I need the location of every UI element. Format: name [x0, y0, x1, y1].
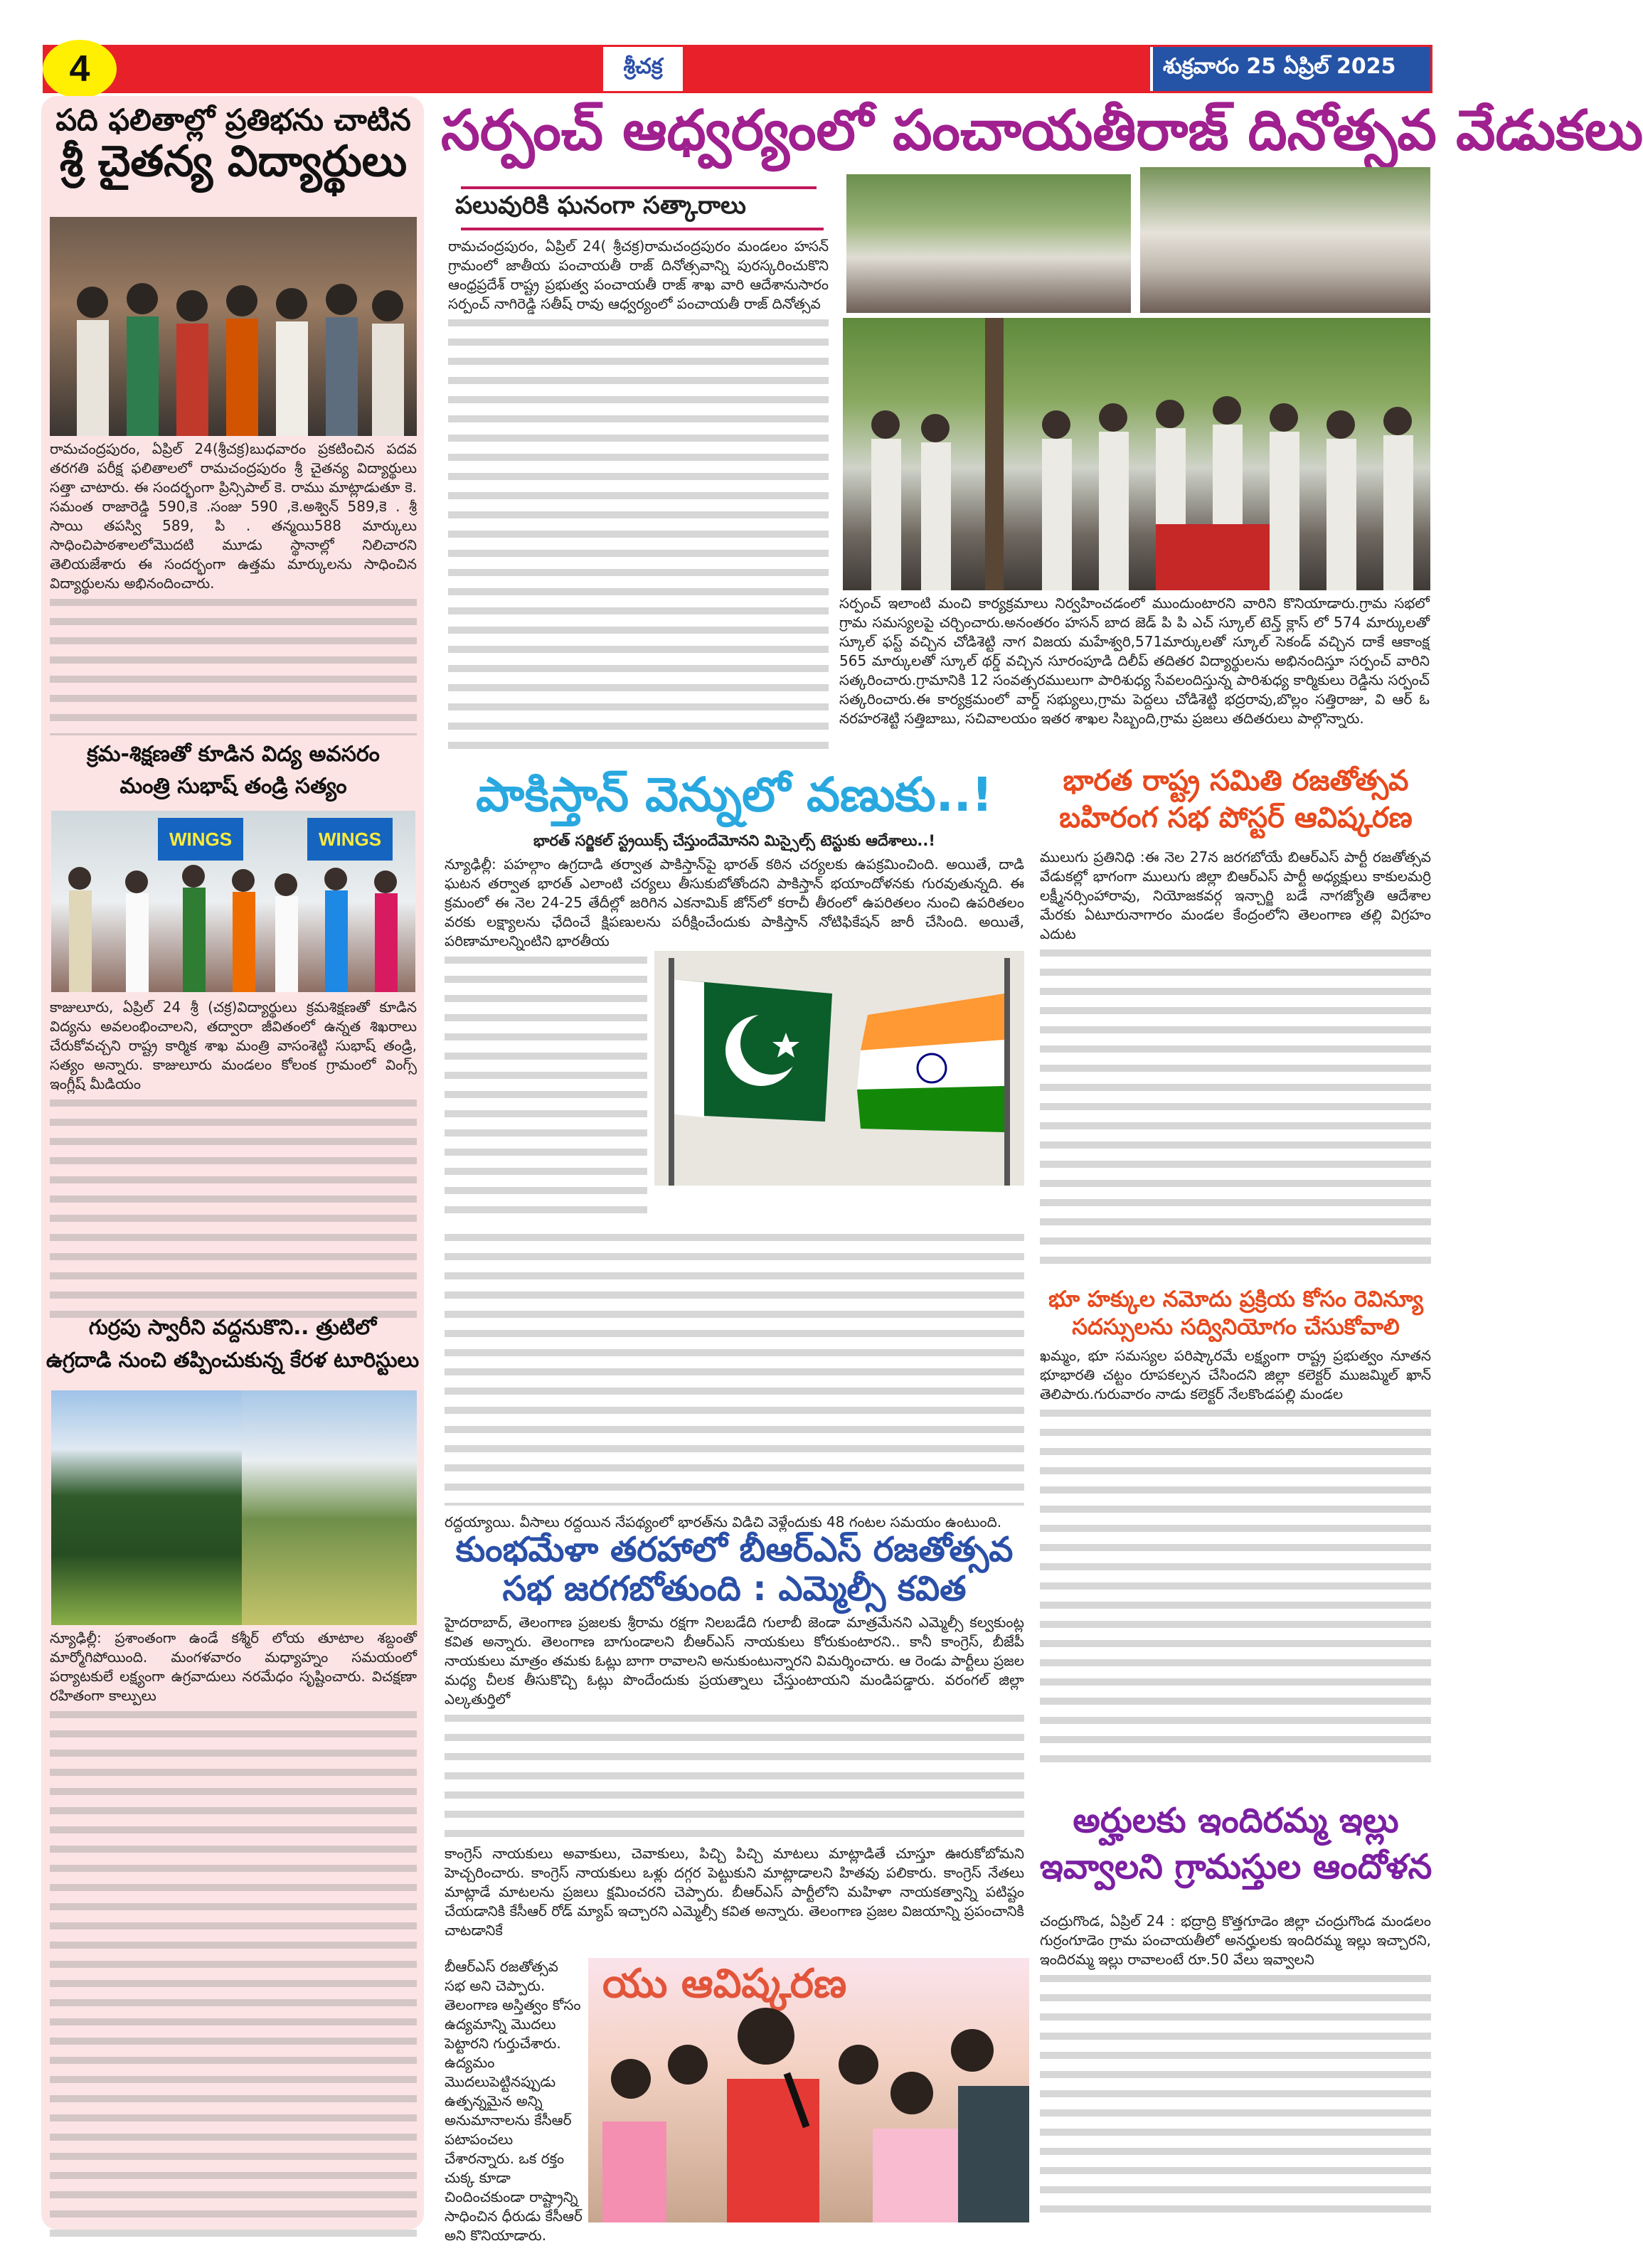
- left-story2-headline: [48, 738, 418, 802]
- right-story1-headline: [1038, 762, 1433, 836]
- article-text: న్యూఢిల్లీ: ప్రశాంతంగా ఉండే కశ్మీర్ లోయ తూటాల శబ్దంతో మార్మోగిపోయింది. మంగళవారం మధ్యాహ్నం సమయంలో పర్యాటకులే లక్ష్యంగా ఉగ్రవాదులు నరమేధం సృష్టించారు. విచక్షణా రహితంగా కాల్పులు: [50, 1629, 417, 1704]
- students-group-photo: [50, 217, 417, 436]
- right-story1-body: [1040, 848, 1431, 1278]
- photo-people-illustration: [50, 217, 417, 436]
- panchayat-event-photo-2: [1140, 167, 1430, 313]
- headline-line: సదస్సులను సద్వినియోగం చేసుకోవాలి: [1072, 1314, 1400, 1340]
- subhead-rule-top: [461, 186, 817, 189]
- headline-line: ఇవ్వాలని గ్రామస్తుల ఆందోళన: [1039, 1846, 1432, 1887]
- headline-line: భారత రాష్ట్ర సమితి రజతోత్సవ: [1063, 765, 1409, 797]
- pakistan-headline: పాకిస్తాన్ వెన్నులో వణుకు..!: [476, 767, 993, 822]
- text-continuation: [1040, 1404, 1431, 1774]
- headline-line: అర్హులకు ఇందిరమ్మ ఇల్లు: [1073, 1801, 1399, 1841]
- text-continuation: [1040, 1969, 1431, 2218]
- subhead-rule-bottom: [461, 228, 824, 230]
- school-event-photo: [51, 811, 415, 992]
- headline-line: సభ జరగబోతుంది : ఎమ్మెల్సీ కవిత: [502, 1569, 967, 1609]
- headline-line: క్రమ-శిక్షణతో కూడిన విద్య అవసరం: [87, 742, 380, 767]
- article-text: ములుగు ప్రతినిధి :ఈ నెల 27న జరగబోయే బిఆర్ఎస్ పార్టీ రజతోత్సవ వేడుకల్లో భాగంగా ములుగు జిల్లా బిఆర్ఎస్ పార్టీ అధ్యక్షులు కాకులమర్రి లక్ష్మీనర్సింహారావు, నియోజకవర్గ ఇన్చార్జి బడే నాగజ్యోతి ఆదేశాల మేరకు ఏటూరునాగారం మండల కేంద్రంలోని తెలంగాణ తల్లి విగ్రహం ఎదుట: [1040, 848, 1431, 942]
- left-story3-body: [50, 1629, 417, 2226]
- article-text-end: రద్దయ్యాయి. వీసాలు రద్దయిన నేపథ్యంలో భారత్‌ను విడిచి వెళ్లేందుకు 48 గంటల సమయం ఉంటుంది.: [445, 1513, 1002, 1530]
- text-continuation: [1040, 944, 1431, 1271]
- photo-people-illustration: [51, 811, 415, 992]
- kavitha-headline: [445, 1530, 1024, 1609]
- right-story3-body: [1040, 1912, 1431, 2228]
- lead-subheadline: పలువురికి ఘనంగా సత్కారాలు: [455, 191, 746, 220]
- article-text: హైదరాబాద్, తెలంగాణ ప్రజలకు శ్రీరామ రక్షగా నిలబడేది గులాబీ జెండా మాత్రమేనని ఎమ్మెల్సీ కల్వకుంట్ల కవిత అన్నారు. తెలంగాణ బాగుండాలని బీఆర్ఎస్ నాయకులు కోరుకుంటారని.. కానీ కాంగ్రెస్, బీజేపీ నాయకులు మాత్రం తమకు ఓట్లు బాగా రావాలని అనుకుంటున్నారని విమర్శించారు. ఆ రెండు పార్టీలు ప్రజల మధ్య చీలక తీసుకొచ్చి ఓట్లు పొందేందుకు ప్రయత్నాలు చేస్తుంటాయని మండిపడ్డారు. వరంగల్ జిల్లా ఎల్కతుర్తిలో: [445, 1614, 1024, 1708]
- text-continuation: [445, 1228, 1024, 1506]
- text-continuation: [50, 1705, 417, 2246]
- kashmir-meadow-photo: [242, 1390, 417, 1625]
- lead-body: [448, 237, 829, 756]
- article-text: రామచంద్రపురం, ఏప్రిల్ 24( శ్రీచక్ర)రామచంద్రపురం మండలం హసన్ గ్రామంలో జాతీయ పంచాయతీ రాజ్ దినోత్సవాన్ని పురస్కరించుకొని ఆంధ్రప్రదేశ్ రాష్ట్ర ప్రభుత్వ పంచాయతీ రాజ్ శాఖ వారి ఆదేశానుసారం సర్పంచ్ నాగిరెడ్డి సతీష్ రావు ఆధ్వర్యంలో పంచాయతీ రాజ్ దినోత్సవ: [448, 238, 829, 312]
- left-story2-body: [50, 998, 417, 1304]
- right-story2-body: [1040, 1346, 1431, 1791]
- kavitha-speech-photo: [588, 1958, 1029, 2222]
- right-story2-headline: [1038, 1286, 1433, 1341]
- kashmir-forest-photo: [51, 1390, 242, 1625]
- text-continuation: [50, 1094, 417, 1321]
- left-story3-headline: [44, 1311, 421, 1377]
- text-continuation-wrap: [445, 951, 1024, 1513]
- panchayat-event-photo-1: [846, 174, 1131, 313]
- kavitha-body: [445, 1613, 1024, 1954]
- article-text: రామచంద్రపురం, ఏప్రిల్ 24(శ్రీచక్ర)బుధవారం ప్రకటించిన పదవ తరగతి పరీక్ష ఫలితాలలో రామచంద్రపురం శ్రీ చైతన్య విద్యార్థులు సత్తా చాటారు. ఈ సందర్భంగా ప్రిన్సిపాల్ కె. రాము మాట్లాడుతూ కె. సమంత రాజారెడ్డి 590,కె .సంజు 590 ,కె.అశ్విన్ 589,కె . శ్రీ సాయి తపస్వి 589, పి . తన్మయి588 మార్కులు సాధించిపాఠశాలలోమొదటి మూడు స్థానాల్లో నిలిచారని తెలియజేశారు ఈ సందర్భంగా ఉత్తమ మార్కులను సాధించిన విద్యార్థులను అభినందించారు.: [50, 440, 417, 592]
- text-continuation: [445, 1709, 1024, 1844]
- lead-headline: సర్పంచ్ ఆధ్వర్యంలో పంచాయతీరాజ్ దినోత్సవ వేడుకలు: [441, 99, 1643, 163]
- article-text: న్యూఢిల్లీ: పహల్గాం ఉగ్రదాడి తర్వాత పాకిస్తాన్‌పై భారత్ కఠిన చర్యలకు ఉపక్రమించింది. అయితే, దాడి ఘటన తర్వాత భారత్ ఎలాంటి చర్యలు తీసుకుబోతోందని పాకిస్తాన్ భయాందోళనకు గురవుతున్నది. ఈ క్రమంలో ఈ నెల 24-25 తేదీల్లో జరిగిన ఎకనామిక్ జోన్‌లో కరాచీ తీరంలో ఉపరితలం నుంచి ఉపరితలం వరకు లక్ష్యాలను ఛేదించే క్షిపణులను పరీక్షించేందుకు పాకిస్తాన్ నోటిఫికేషన్ జారీ చేసింది. అయితే, పరిణామాలన్నింటిని భారతీయ: [445, 856, 1024, 949]
- india-pakistan-flags-photo: [654, 951, 1024, 1186]
- wings-banner: WINGS: [158, 818, 243, 861]
- headline-line: కుంభమేళా తరహాలో బీఆర్ఎస్ రజతోత్సవ: [455, 1530, 1014, 1570]
- page-number: 4: [43, 40, 117, 98]
- right-story3-headline: [1038, 1798, 1433, 1890]
- issue-date: శుక్రవారం 25 ఏప్రిల్ 2025: [1150, 47, 1430, 91]
- article-text: చంద్రుగొండ, ఏప్రిల్ 24 : భద్రాద్రి కొత్తగూడెం జిల్లా చంద్రుగొండ మండలం గుర్రంగూడెం గ్రామ పంచాయతీలో అనర్హులకు ఇందిరమ్మ ఇల్లు ఇచ్చారని, ఇందిరమ్మ ఇల్లు రావాలంటే రూ.50 వేలు ఇవ్వాలని: [1040, 1912, 1431, 1968]
- wings-banner: WINGS: [307, 818, 393, 861]
- pakistan-subheadline: భారత్ సర్జికల్ స్ట్రయిక్స్ చేస్తుందేమోనని మిస్సైల్స్ టెస్టుకు ఆదేశాలు..!: [533, 832, 935, 849]
- text-continuation: [50, 593, 417, 735]
- photo-people-illustration: [843, 318, 1430, 590]
- article-text: కాంగ్రెస్ నాయకులు అవాకులు, చెవాకులు, పిచ్చి పిచ్చి మాటలు మాట్లాడితే చూస్తూ ఊరుకోబోమని హెచ్చరించారు. కాంగ్రెస్ నాయకులు ఒళ్లు దగ్గర పెట్టుకుని మాట్లాడాలని హితవు పలికారు. కాంగ్రెస్ నేతలు మాట్లాడే మాటలను ప్రజలు క్షమించరని చెప్పారు. బీఆర్ఎస్ పార్టీలోని మహిళా నాయకత్వాన్ని పటిష్టం చేయడానికి కేసీఆర్ రోడ్ మ్యాప్ ఇచ్చారని ఎమ్మెల్సీ కవిత అన్నారు. తెలంగాణ ప్రజల విజయాన్ని ప్రపంచానికి చాటడానికే: [445, 1845, 1024, 1939]
- headline-line: మంత్రి సుభాష్ తండ్రి సత్యం: [119, 774, 347, 799]
- pakistan-body: [445, 855, 1024, 1530]
- photo-banner-text: యు ఆవిష్కరణ: [602, 1961, 847, 2007]
- headline-line: ఉగ్రదాడి నుంచి తప్పించుకున్న కేరళ టూరిస్టులు: [46, 1348, 420, 1373]
- article-text: ఖమ్మం, భూ సమస్యల పరిష్కారమే లక్ష్యంగా రాష్ట్ర ప్రభుత్వం నూతన భూభారతి చట్టం రూపకల్పన చేసిందని జిల్లా కలెక్టర్ ముజమ్మిల్ ఖాన్ తెలిపారు.గురువారం నాడు కలెక్టర్ నేలకొండపల్లి మండల: [1040, 1347, 1431, 1402]
- text-continuation: [445, 951, 647, 1221]
- headline-line: పది ఫలితాల్లో ప్రతిభను చాటిన: [55, 102, 411, 137]
- newspaper-logo: శ్రీచక్ర: [603, 47, 683, 91]
- panchayat-event-photo-main: [843, 318, 1430, 590]
- headline-line: గుర్రపు స్వారీని వద్దనుకొని.. త్రుటిలో: [88, 1315, 377, 1339]
- kavitha-body-side: బీఆర్ఎస్ రజతోత్సవ సభ అని చెప్పారు. తెలంగాణ అస్తిత్వం కోసం ఉద్యమాన్ని మొదలు పెట్టారని గుర్తుచేశారు. ఉద్యమం మొదలుపెట్టినప్పుడు ఉత్పన్నమైన అన్ని అనుమానాలను కేసీఆర్ పటాపంచలు చేశారన్నారు. ఒక రక్తం చుక్క కూడా చిందించకుండా రాష్ట్రాన్ని సాధించిన ధీరుడు కేసీఆర్ అని కొనియాడారు.: [445, 1958, 583, 2244]
- headline-line: శ్రీ చైతన్య విద్యార్థులు: [59, 137, 408, 187]
- lead-body-continued: సర్పంచ్ ఇలాంటి మంచి కార్యక్రమాలు నిర్వహించడంలో ముందుంటారని వారిని కొనియాడారు.గ్రామ సభలో గ్రామ సమస్యలపై చర్చించారు.అనంతరం హసన్ బాద జెడ్ పి పి ఎచ్ స్కూల్ టెన్త్ క్లాస్ లో 574 మార్కులతో స్కూల్ ఫస్ట్ వచ్చిన చోడిశెట్టి నాగ విజయ మహేశ్వరి,571మార్కులతో స్కూల్ సెకండ్ వచ్చిన దాకే ఆకాంక్ష 565 మార్కులతో స్కూల్ థర్డ్ వచ్చిన సూరంపూడి దిలీప్ తదితర విద్యార్థులను అభినందిస్తూ సర్పంచ్ వారిని సత్కరించారు.గ్రామానికి 12 సంవత్సరములుగా పారిశుధ్య సేవలందిస్తున్న పారిశుధ్య కార్మికులు రెడ్డిను సర్పంచ్ సత్కరించారు.ఈ కార్యక్రమంలో వార్డ్ సభ్యులు,గ్రామ పెద్దలు చోడిశెట్టి భద్రరావు,బొల్లం సత్తిరాజు, వి ఆర్ ఓ నరహరశెట్టి సత్తిబాబు, సచివాలయం ఇతర శాఖల సిబ్బంది,గ్రామ ప్రజలు తదితరులు పాల్గొన్నారు.: [839, 595, 1430, 727]
- article-text: కాజులూరు, ఏప్రిల్ 24 శ్రీ (చక్ర)విద్యార్థులు క్రమశిక్షణతో కూడిన విద్యను అవలంభించాలని, తద్వారా జీవితంలో ఉన్నత శిఖరాలు చేరుకోవచ్చని రాష్ట్ర కార్మిక శాఖ మంత్రి వాసంశెట్టి సుభాష్ తండ్రి, సత్యం అన్నారు. కాజులూరు మండలం కోలంక గ్రామంలో వింగ్స్ ఇంగ్లీష్ మీడియం: [50, 999, 417, 1092]
- flags-illustration: [654, 951, 1024, 1186]
- photo-people-illustration: [588, 1958, 1029, 2222]
- left-story1-body: [50, 440, 417, 731]
- headline-line: భూ హక్కుల నమోదు ప్రక్రియ కోసం రెవిన్యూ: [1048, 1287, 1423, 1312]
- text-continuation: [448, 314, 829, 755]
- left-story1-headline: [48, 103, 418, 186]
- headline-line: బహిరంగ సభ పోస్టర్ ఆవిష్కరణ: [1059, 802, 1413, 834]
